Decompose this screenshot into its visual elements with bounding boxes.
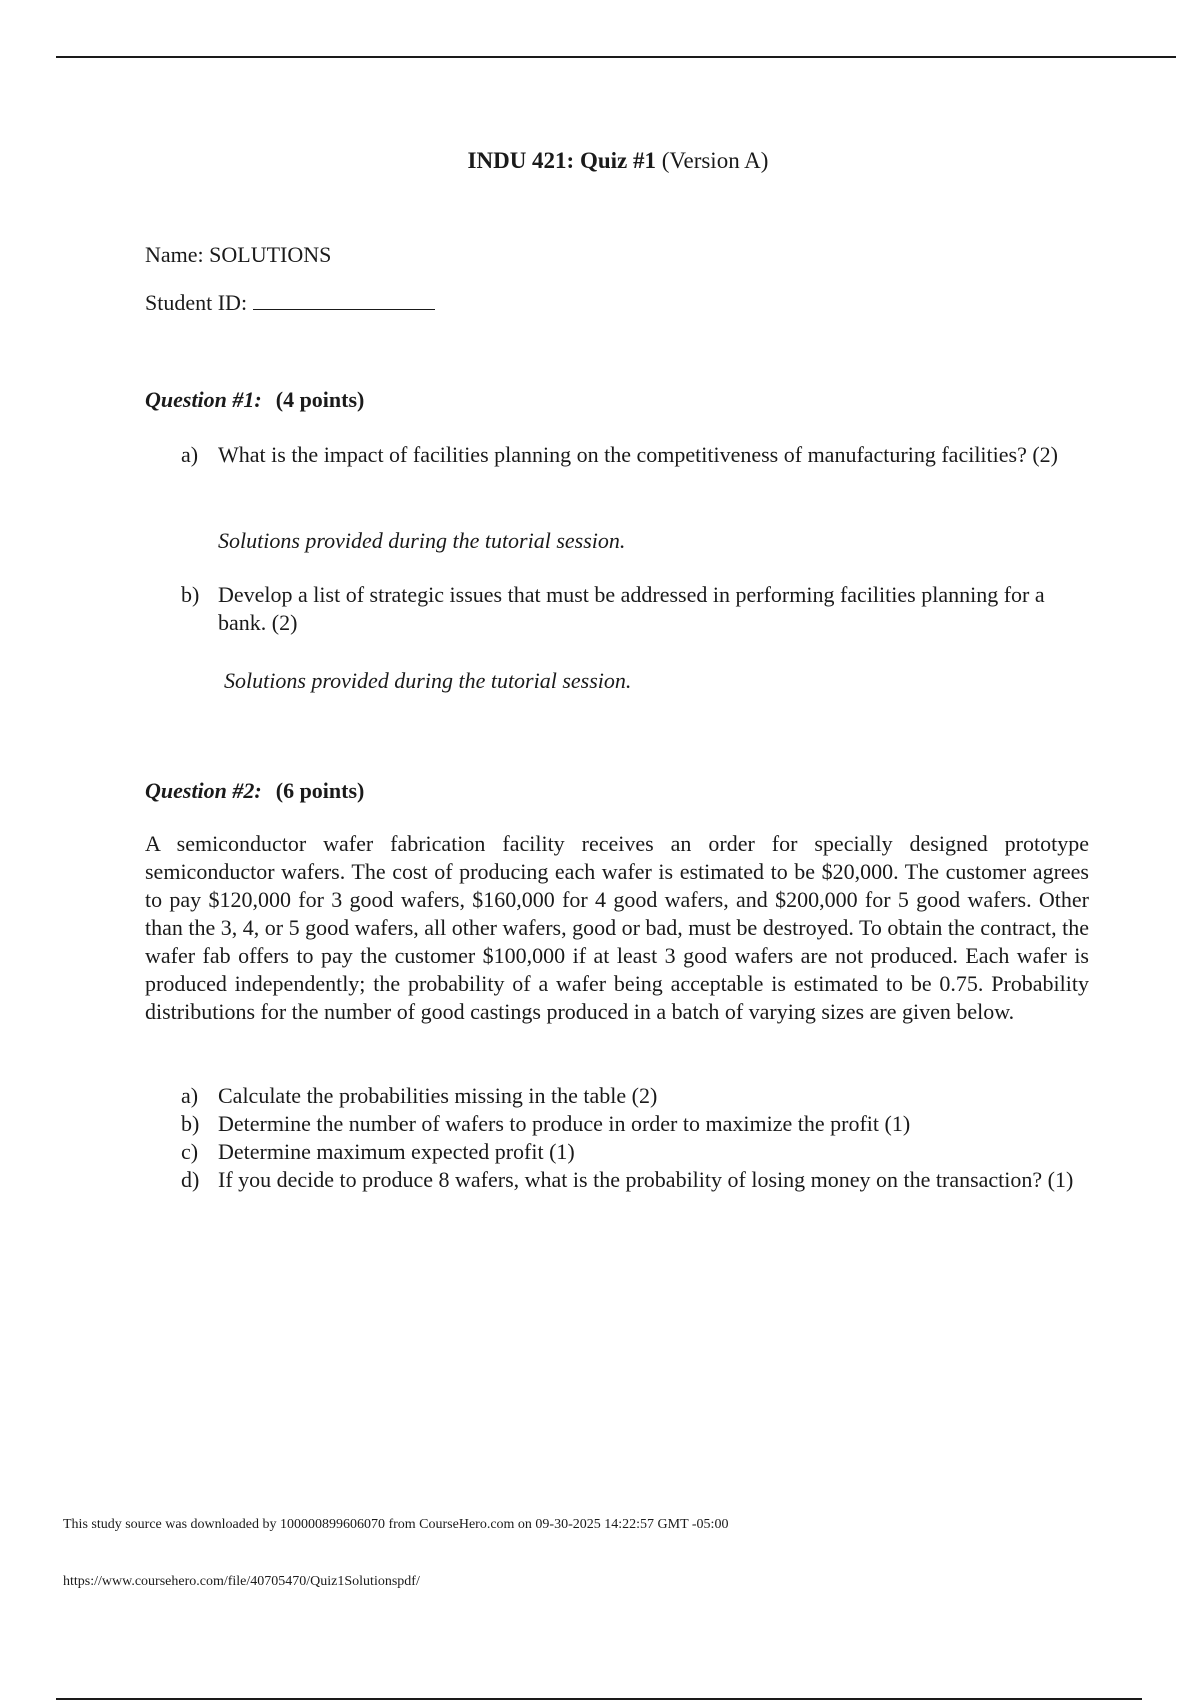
question-2-part-a [181, 1082, 1081, 1110]
top-rule [56, 56, 1176, 58]
part-marker: d) [181, 1167, 200, 1192]
question-2-paragraph: A semiconductor wafer fabrication facility receives an order for specially designed prototype semiconductor wafers. The cost of producing each wafer is estimated to be $20,000. The customer agrees to pay $120,000 for 3 good wafers, $160,000 for 4 good wafers, and $200,000 for 5 good wafers. Other than the 3, 4, or 5 good wafers, all other wafers, good or bad, must be destroyed. To obtain the contract, the wafer fab offers to pay the customer $100,000 if at least 3 good wafers are not produced. Each wafer is produced independently; the probability of a wafer being acceptable is estimated to be 0.75. Probability distributions for the number of good castings produced in a batch of varying sizes are given below. [145, 831, 1089, 1024]
part-marker: b) [181, 1111, 200, 1136]
part-marker: b) [181, 582, 200, 607]
part-text: Develop a list of strategic issues that must be addressed in performing facilities planning for a bank. (2) [218, 582, 1045, 635]
question-2-part-d [181, 1166, 1081, 1194]
part-marker: a) [181, 442, 199, 467]
question-2-part-b [181, 1110, 1081, 1138]
question-1-heading [145, 386, 364, 414]
student-id-blank [253, 289, 435, 310]
question-1-label: Question #1: [145, 387, 262, 412]
question-2-part-c [181, 1138, 1081, 1166]
question-2-label: Question #2: [145, 778, 262, 803]
question-2-heading [145, 777, 364, 805]
download-notice: This study source was downloaded by 100000899606070 from CourseHero.com on 09-30-2025 14:22:57 GMT -05:00 [63, 1517, 729, 1532]
part-text: If you decide to produce 8 wafers, what is the probability of losing money on the transaction? (1) [218, 1167, 1074, 1192]
page-title [0, 146, 1200, 176]
part-marker: a) [181, 1083, 199, 1108]
question-1-points: (4 points) [275, 387, 365, 412]
part-text: Determine the number of wafers to produce in order to maximize the profit (1) [218, 1111, 911, 1136]
part-text: Calculate the probabilities missing in the table (2) [218, 1083, 658, 1108]
course-quiz-title: INDU 421: Quiz #1 [467, 148, 657, 173]
question-1-part-b [181, 581, 1081, 637]
question-1-part-a [181, 441, 1081, 469]
student-id-field [145, 289, 435, 317]
name-field: Name: SOLUTIONS [145, 242, 332, 267]
part-marker: c) [181, 1139, 199, 1164]
question-1-part-b-solution: Solutions provided during the tutorial session. [224, 668, 632, 693]
student-id-label: Student ID: [145, 290, 248, 315]
source-url[interactable]: https://www.coursehero.com/file/40705470/Quiz1Solutionspdf/ [63, 1574, 420, 1589]
part-text: What is the impact of facilities planning on the competitiveness of manufacturing facilities? (2) [218, 442, 1059, 467]
version-label: (Version A) [656, 148, 769, 173]
question-2-points: (6 points) [275, 778, 365, 803]
question-2-parts-list [181, 1082, 1081, 1194]
question-1-part-a-solution: Solutions provided during the tutorial session. [218, 528, 626, 553]
part-text: Determine maximum expected profit (1) [218, 1139, 575, 1164]
